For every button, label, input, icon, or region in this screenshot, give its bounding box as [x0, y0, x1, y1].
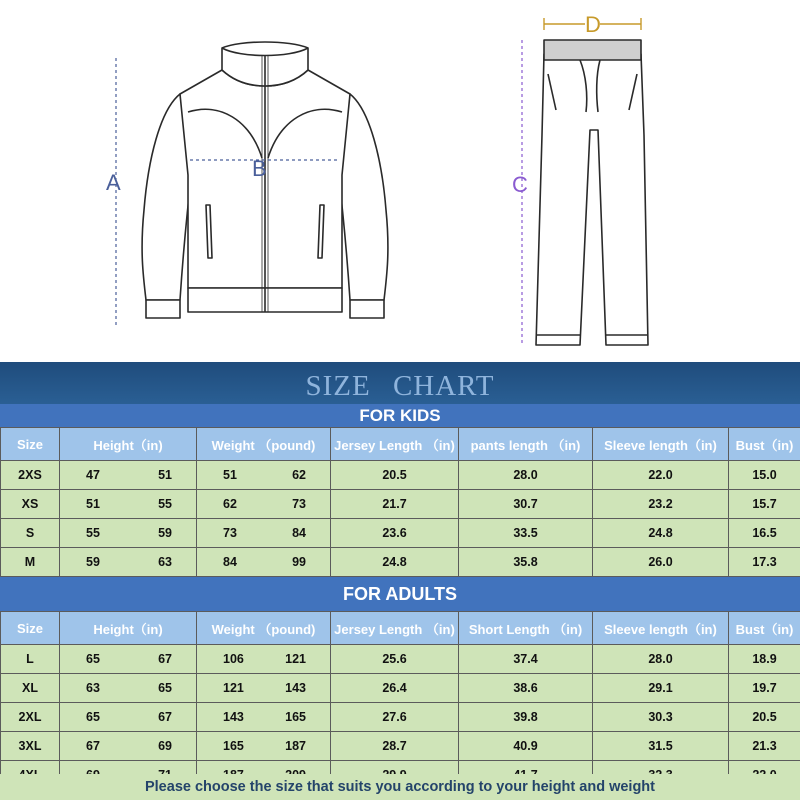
size-cell: S — [1, 519, 60, 548]
column-header-bust: Bust（in) — [729, 428, 800, 461]
column-header-sleeve-length: Sleeve length（in) — [593, 612, 729, 645]
height-min: 65 — [86, 652, 100, 666]
size-advice-footer: Please choose the size that suits you according to your height and weight — [0, 774, 800, 800]
weight-min: 84 — [223, 555, 237, 569]
column-header-size: Size — [1, 428, 60, 461]
table-row — [1, 732, 800, 761]
dimension-b-label: B — [252, 156, 267, 181]
height-min: 65 — [86, 710, 100, 724]
weight-cell — [197, 548, 331, 577]
height-max: 67 — [158, 710, 172, 724]
weight-min: 143 — [223, 710, 244, 724]
column-header-sleeve-length: Sleeve length（in) — [593, 428, 729, 461]
pants-length-cell: 30.7 — [459, 490, 593, 519]
bust-cell: 16.5 — [729, 519, 800, 548]
bust-cell: 15.7 — [729, 490, 800, 519]
bust-cell: 18.9 — [729, 645, 800, 674]
table-row — [1, 703, 800, 732]
column-header-size: Size — [1, 612, 60, 645]
table-row — [1, 461, 800, 490]
dimension-c-label: C — [512, 172, 528, 197]
height-max: 51 — [158, 468, 172, 482]
kids-header-row — [1, 428, 800, 461]
size-cell: 2XL — [1, 703, 60, 732]
weight-cell — [197, 645, 331, 674]
short-length-cell: 37.4 — [459, 645, 593, 674]
bust-cell: 15.0 — [729, 461, 800, 490]
jersey-length-cell: 27.6 — [331, 703, 459, 732]
weight-cell — [197, 490, 331, 519]
sleeve-length-cell: 23.2 — [593, 490, 729, 519]
height-cell — [60, 519, 197, 548]
adults-size-table — [0, 611, 800, 790]
jersey-length-cell: 24.8 — [331, 548, 459, 577]
size-cell: M — [1, 548, 60, 577]
jersey-length-cell: 25.6 — [331, 645, 459, 674]
short-length-cell: 38.6 — [459, 674, 593, 703]
kids-size-table — [0, 427, 800, 577]
size-cell: XS — [1, 490, 60, 519]
kids-section-header: FOR KIDS — [0, 404, 800, 427]
column-header-bust: Bust（in) — [729, 612, 800, 645]
column-header-height: Height（in) — [60, 428, 197, 461]
height-cell — [60, 674, 197, 703]
height-cell — [60, 548, 197, 577]
bust-cell: 20.5 — [729, 703, 800, 732]
sleeve-length-cell: 30.3 — [593, 703, 729, 732]
weight-cell — [197, 519, 331, 548]
height-min: 67 — [86, 739, 100, 753]
adults-section-header: FOR ADULTS — [0, 577, 800, 611]
weight-min: 121 — [223, 681, 244, 695]
pants-outline-icon — [536, 40, 648, 345]
table-row — [1, 674, 800, 703]
height-cell — [60, 703, 197, 732]
size-chart-title: SIZE CHART — [0, 362, 800, 404]
sleeve-length-cell: 28.0 — [593, 645, 729, 674]
jersey-length-cell: 28.7 — [331, 732, 459, 761]
table-row — [1, 645, 800, 674]
bust-cell: 19.7 — [729, 674, 800, 703]
height-max: 63 — [158, 555, 172, 569]
height-max: 65 — [158, 681, 172, 695]
weight-cell — [197, 732, 331, 761]
bust-cell: 17.3 — [729, 548, 800, 577]
weight-min: 165 — [223, 739, 244, 753]
weight-max: 62 — [292, 468, 306, 482]
size-cell: L — [1, 645, 60, 674]
height-min: 47 — [86, 468, 100, 482]
weight-max: 165 — [285, 710, 306, 724]
pants-length-cell: 35.8 — [459, 548, 593, 577]
weight-cell — [197, 703, 331, 732]
garment-illustration — [0, 0, 800, 362]
weight-max: 73 — [292, 497, 306, 511]
size-cell: 3XL — [1, 732, 60, 761]
jersey-length-cell: 20.5 — [331, 461, 459, 490]
weight-max: 143 — [285, 681, 306, 695]
table-row — [1, 548, 800, 577]
weight-max: 99 — [292, 555, 306, 569]
sleeve-length-cell: 22.0 — [593, 461, 729, 490]
table-row — [1, 490, 800, 519]
sleeve-length-cell: 29.1 — [593, 674, 729, 703]
column-header-jersey-length: Jersey Length （in) — [331, 612, 459, 645]
sleeve-length-cell: 31.5 — [593, 732, 729, 761]
column-header-weight: Weight （pound) — [197, 428, 331, 461]
jersey-length-cell: 21.7 — [331, 490, 459, 519]
height-min: 63 — [86, 681, 100, 695]
jersey-length-cell: 26.4 — [331, 674, 459, 703]
weight-min: 62 — [223, 497, 237, 511]
weight-cell — [197, 461, 331, 490]
height-max: 55 — [158, 497, 172, 511]
weight-min: 73 — [223, 526, 237, 540]
weight-max: 84 — [292, 526, 306, 540]
height-min: 59 — [86, 555, 100, 569]
pants-length-cell: 28.0 — [459, 461, 593, 490]
dimension-a-label: A — [106, 170, 121, 195]
height-cell — [60, 490, 197, 519]
height-max: 59 — [158, 526, 172, 540]
column-header-weight: Weight （pound) — [197, 612, 331, 645]
dimension-d-label: D — [585, 12, 601, 37]
height-cell — [60, 732, 197, 761]
adults-header-row — [1, 612, 800, 645]
weight-min: 106 — [223, 652, 244, 666]
size-cell: XL — [1, 674, 60, 703]
short-length-cell: 39.8 — [459, 703, 593, 732]
weight-cell — [197, 674, 331, 703]
jersey-length-cell: 23.6 — [331, 519, 459, 548]
weight-min: 51 — [223, 468, 237, 482]
sleeve-length-cell: 26.0 — [593, 548, 729, 577]
sleeve-length-cell: 24.8 — [593, 519, 729, 548]
column-header-height: Height（in) — [60, 612, 197, 645]
height-max: 69 — [158, 739, 172, 753]
weight-max: 187 — [285, 739, 306, 753]
weight-max: 121 — [285, 652, 306, 666]
column-header-pants-length: pants length （in) — [459, 428, 593, 461]
height-min: 51 — [86, 497, 100, 511]
height-cell — [60, 461, 197, 490]
short-length-cell: 40.9 — [459, 732, 593, 761]
height-max: 67 — [158, 652, 172, 666]
size-chart — [0, 362, 800, 800]
garment-diagram — [0, 0, 800, 362]
height-min: 55 — [86, 526, 100, 540]
column-header-jersey-length: Jersey Length （in) — [331, 428, 459, 461]
height-cell — [60, 645, 197, 674]
size-cell: 2XS — [1, 461, 60, 490]
column-header-short-length: Short Length （in) — [459, 612, 593, 645]
pants-length-cell: 33.5 — [459, 519, 593, 548]
table-row — [1, 519, 800, 548]
bust-cell: 21.3 — [729, 732, 800, 761]
